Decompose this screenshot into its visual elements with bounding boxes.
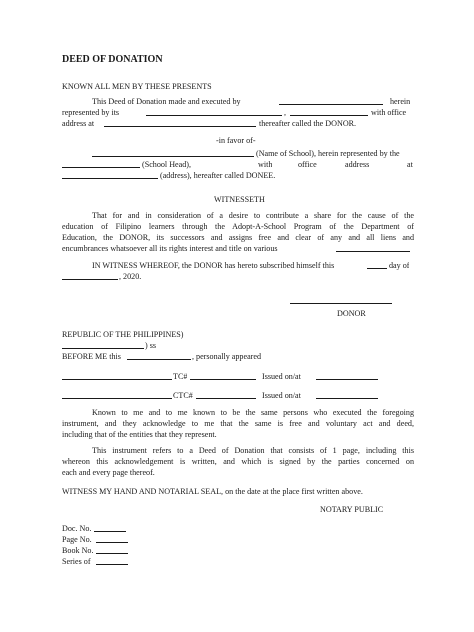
tc-label: TC#: [173, 372, 188, 381]
p1-line1-end: herein: [390, 97, 411, 106]
representative-blank: [146, 108, 282, 116]
before-me-date-blank: [127, 352, 191, 360]
p5-line2: instrument, and they acknowledge to me that the same is free and voluntary act and deed,: [62, 419, 414, 428]
p2-line2-with: with: [258, 160, 273, 169]
p1-line3-end: thereafter called the DONOR.: [259, 119, 357, 128]
series-of-blank: [96, 557, 128, 565]
p1-line2-text: represented by its: [62, 108, 120, 117]
witnesseth-heading: WITNESSETH: [214, 195, 265, 204]
p1-line2-end: with office: [371, 108, 407, 117]
p3-line2: education of Filipino learners through the Adopt-A-School Program of the Department of: [62, 222, 414, 231]
witness-hand-text: WITNESS MY HAND AND NOTARIAL SEAL, on the date at the place first written above.: [62, 487, 363, 496]
p4-line1-end: day of: [389, 261, 410, 270]
day-blank: [367, 261, 387, 269]
p6-line3: each and every page thereof.: [62, 468, 155, 477]
school-address-blank: [62, 171, 158, 179]
p4-line2-year: , 2020.: [119, 272, 142, 281]
ctc-label: CTC#: [173, 391, 193, 400]
p2-line2-text: (School Head),: [142, 160, 191, 169]
p5-line1: Known to me and to me known to be the same persons who executed the foregoing: [92, 408, 414, 417]
ctc-number-blank: [196, 391, 256, 399]
p6-line1: This instrument refers to a Deed of Donation that consists of 1 page, including this: [92, 446, 414, 455]
donor-signature-line: [290, 296, 392, 304]
p1-line1-text: This Deed of Donation made and executed by: [92, 97, 241, 106]
p3-line1: That for and in consideration of a desire to contribute a share for the cause of the: [92, 211, 414, 220]
in-favor-of: -in favor of-: [216, 136, 256, 145]
doc-no-blank: [94, 524, 126, 532]
doc-no-label: Doc. No.: [62, 524, 92, 533]
before-me-end: , personally appeared: [192, 352, 261, 361]
p2-line2-address: address: [345, 160, 370, 169]
donor-address-blank: [104, 119, 256, 127]
p2-line2-office: office: [298, 160, 317, 169]
items-blank: [336, 244, 410, 252]
before-me-text: BEFORE ME this: [62, 352, 121, 361]
p6-line2: whereon this acknowledgement is written, and which is signed by the parties concerned on: [62, 457, 414, 466]
p5-line3: including that of the entities that they represent.: [62, 430, 217, 439]
ss-label: ) ss: [145, 341, 157, 350]
p3-line3: Education, the DONOR, its successors and assigns free and clear of any and all liens and: [62, 233, 414, 242]
known-all-men-heading: KNOWN ALL MEN BY THESE PRESENTS: [62, 82, 212, 91]
ctc-issued-label: Issued on/at: [262, 391, 301, 400]
republic-heading: REPUBLIC OF THE PHILIPPINES): [62, 330, 184, 339]
book-no-blank: [96, 546, 128, 554]
school-name-blank: [92, 149, 254, 157]
school-head-blank: [62, 160, 140, 168]
city-blank: [62, 341, 144, 349]
tc-name-blank: [62, 372, 172, 380]
document-title: DEED OF DONATION: [62, 55, 163, 65]
tc-number-blank: [190, 372, 256, 380]
p2-line1-text: (Name of School), herein represented by the: [256, 149, 400, 158]
series-of-label: Series of: [62, 557, 91, 566]
tc-issued-label: Issued on/at: [262, 372, 301, 381]
book-no-label: Book No.: [62, 546, 94, 555]
page-no-label: Page No.: [62, 535, 92, 544]
p1-line2-comma: ,: [284, 108, 287, 117]
ctc-issued-blank: [316, 391, 378, 399]
notary-public-label: NOTARY PUBLIC: [320, 505, 384, 514]
tc-issued-blank: [316, 372, 378, 380]
donor-name-blank: [279, 97, 383, 105]
p2-line3-text: (address), hereafter called DONEE.: [160, 171, 276, 180]
p1-line3-text: address at: [62, 119, 95, 128]
p3-line4: encumbrances whatsoever all its rights interest and title on various: [62, 244, 278, 253]
ctc-name-blank: [62, 391, 172, 399]
p4-line1-text: IN WITNESS WHEREOF, the DONOR has hereto subscribed himself this: [92, 261, 335, 270]
donor-label: DONOR: [337, 309, 366, 318]
p2-line2-at: at: [407, 160, 413, 169]
page-no-blank: [96, 535, 128, 543]
month-blank: [62, 272, 118, 280]
designation-blank: [290, 108, 368, 116]
